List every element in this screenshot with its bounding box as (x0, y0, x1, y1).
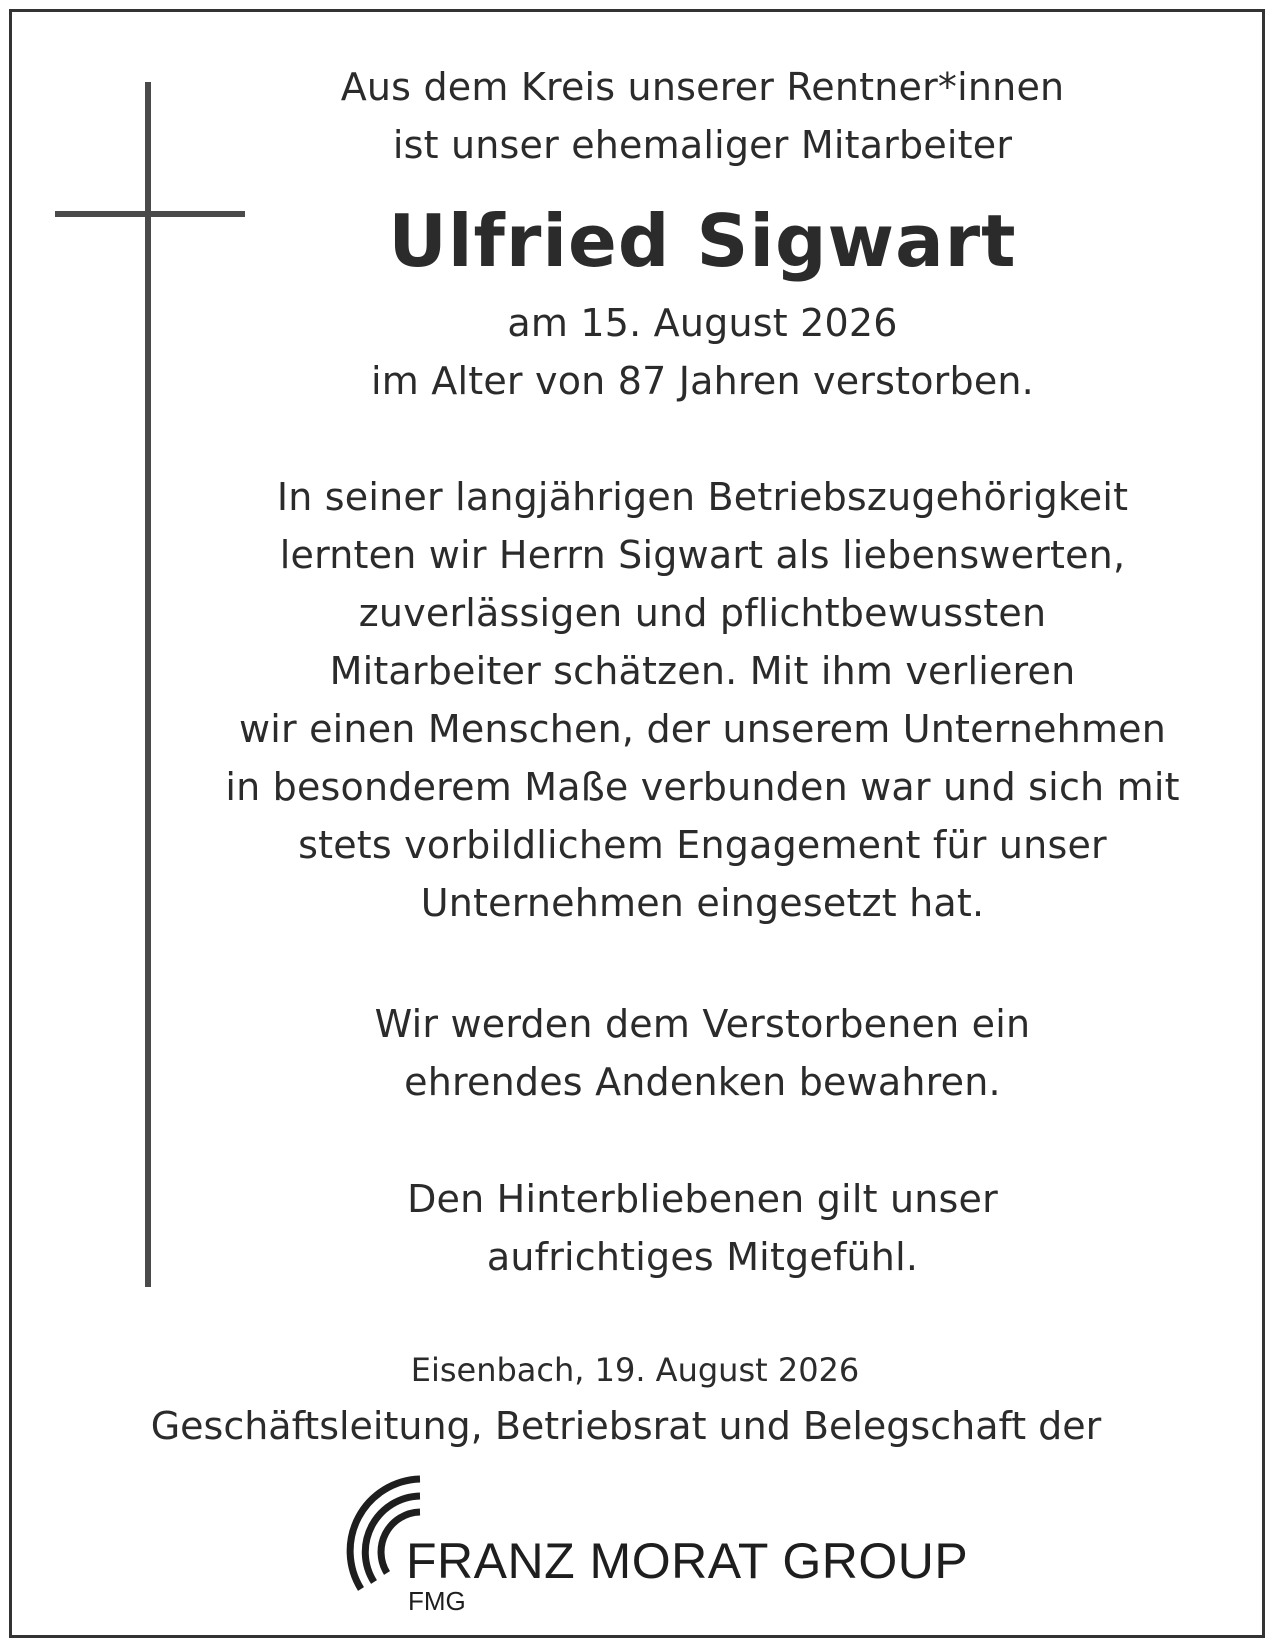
tribute-line: zuverlässigen und pflichtbewussten (358, 591, 1047, 635)
tribute-line: Unternehmen eingesetzt hat. (420, 881, 985, 925)
tribute-paragraph (170, 468, 1235, 932)
memory-line: Wir werden dem Verstorbenen ein (374, 1002, 1031, 1046)
condolence-line: aufrichtiges Mitgefühl. (486, 1235, 919, 1279)
death-details (170, 294, 1235, 410)
senders-line (0, 1398, 1280, 1454)
age-line: im Alter von 87 Jahren verstorben. (371, 359, 1034, 403)
tribute-line: Mitarbeiter schätzen. Mit ihm verlieren (329, 649, 1076, 693)
tribute-line: In seiner langjährigen Betriebszugehörigkeit (276, 475, 1129, 519)
senders-text: Geschäftsleitung, Betriebsrat und Belegschaft der (150, 1404, 1102, 1448)
intro-text (170, 58, 1235, 174)
memory-line: ehrendes Andenken bewahren. (404, 1060, 1001, 1104)
tribute-line: in besonderem Maße verbunden war und sich mit (225, 765, 1180, 809)
logo-company-name: FRANZ MORAT GROUP (406, 1533, 969, 1589)
memory-paragraph (170, 995, 1235, 1111)
place-and-date (0, 1348, 1280, 1392)
intro-line: ist unser ehemaliger Mitarbeiter (392, 123, 1013, 167)
death-date-line: am 15. August 2026 (507, 301, 898, 345)
intro-line: Aus dem Kreis unserer Rentner*innen (340, 65, 1065, 109)
deceased-name: Ulfried Sigwart (388, 199, 1017, 283)
company-logo (334, 1465, 969, 1616)
condolence-paragraph (170, 1170, 1235, 1286)
tribute-line: stets vorbildlichem Engagement für unser (298, 823, 1107, 867)
condolence-line: Den Hinterbliebenen gilt unser (407, 1177, 998, 1221)
place-date-text: Eisenbach, 19. August 2026 (410, 1351, 860, 1389)
cross-icon-vertical-bar (145, 82, 151, 1287)
logo-abbreviation: FMG (408, 1586, 466, 1616)
tribute-line: lernten wir Herrn Sigwart als liebenswerten, (279, 533, 1126, 577)
tribute-line: wir einen Menschen, der unserem Unternehmen (238, 707, 1167, 751)
